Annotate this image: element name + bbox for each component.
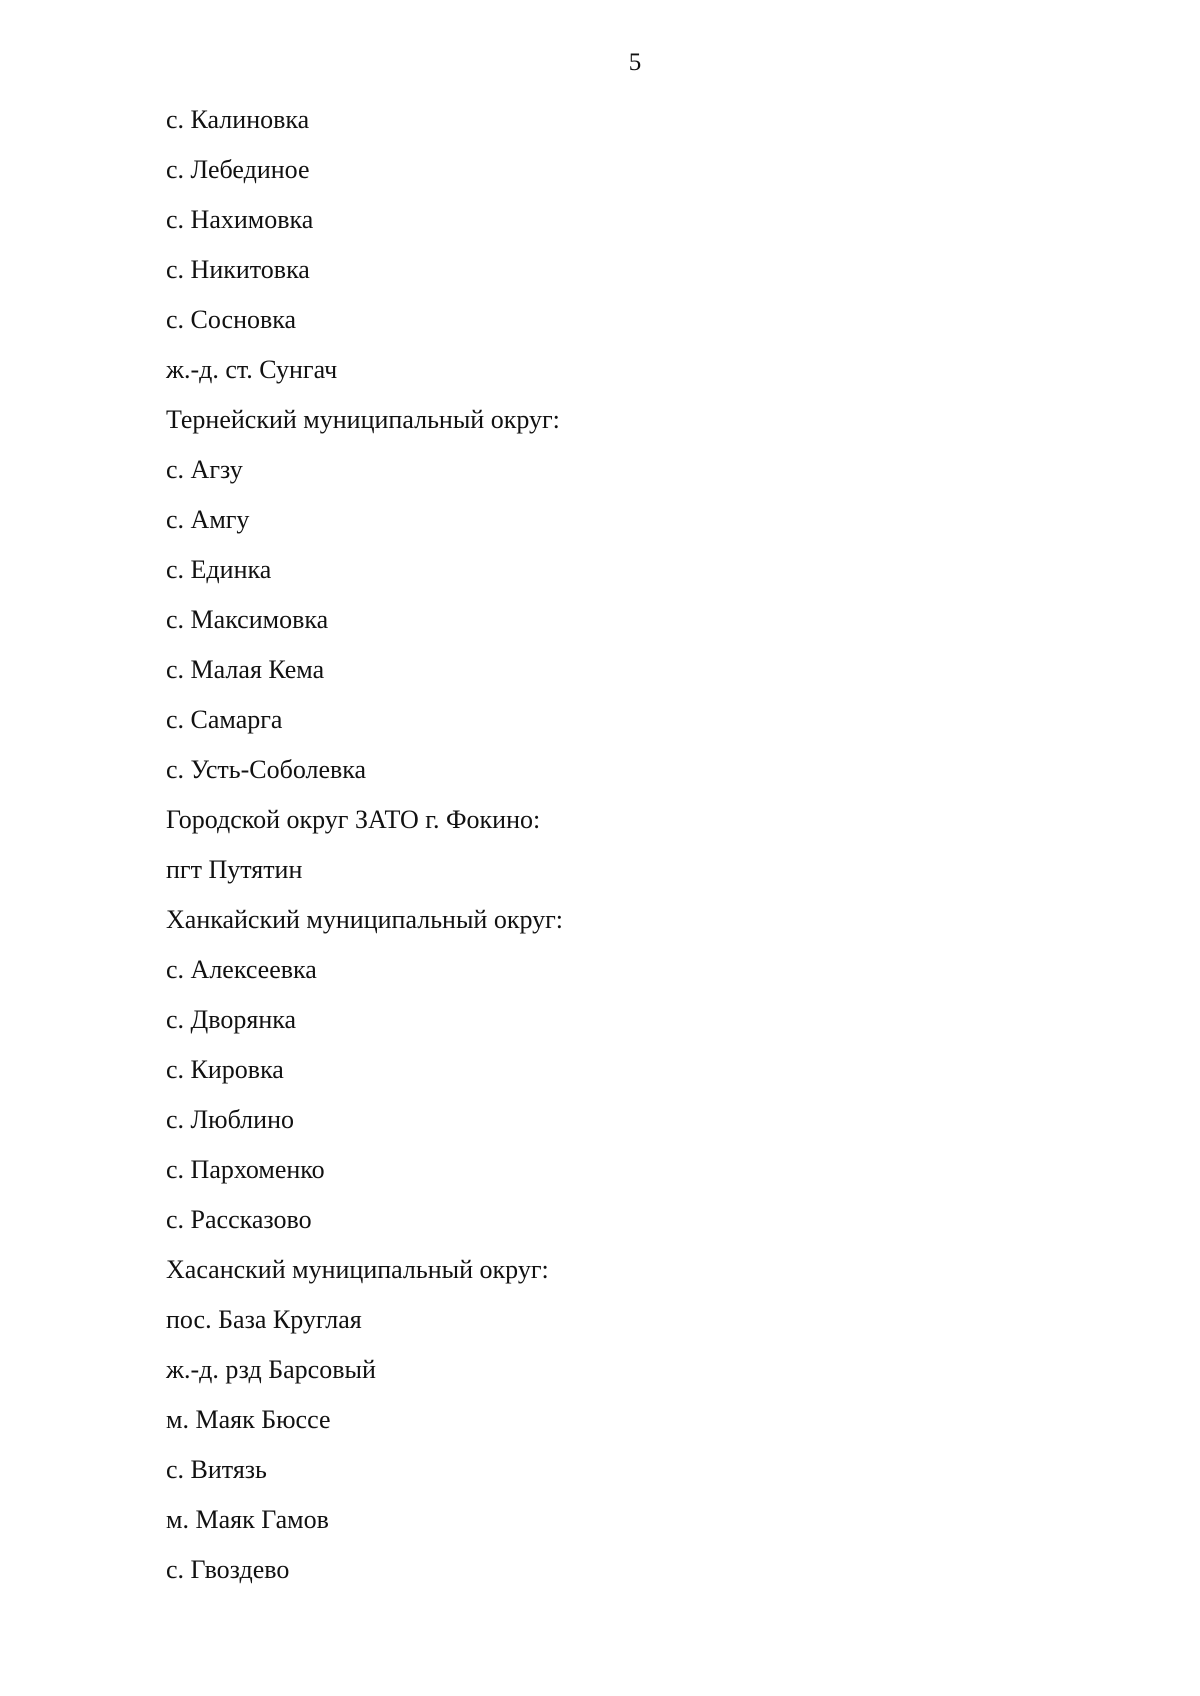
list-item: с. Пархоменко xyxy=(166,1155,325,1184)
list-item: с. Самарга xyxy=(166,705,283,734)
list-item: ж.-д. ст. Сунгач xyxy=(166,355,338,384)
district-heading: Хасанский муниципальный округ: xyxy=(166,1255,549,1284)
list-item: с. Лебединое xyxy=(166,155,310,184)
list-item: с. Амгу xyxy=(166,505,250,534)
page-number: 5 xyxy=(628,49,642,76)
district-heading: Городской округ ЗАТО г. Фокино: xyxy=(166,805,541,834)
list-item: с. Кировка xyxy=(166,1055,284,1084)
list-item: ж.-д. рзд Барсовый xyxy=(166,1355,376,1384)
list-item: с. Единка xyxy=(166,555,272,584)
list-item: пгт Путятин xyxy=(166,855,303,884)
list-item: с. Рассказово xyxy=(166,1205,312,1234)
settlement-list xyxy=(166,102,1066,1602)
list-item: с. Дворянка xyxy=(166,1005,297,1034)
list-item: пос. База Круглая xyxy=(166,1305,362,1334)
list-item: с. Малая Кема xyxy=(166,655,325,684)
list-item: с. Усть-Соболевка xyxy=(166,755,367,784)
list-item: с. Витязь xyxy=(166,1455,267,1484)
list-item: с. Сосновка xyxy=(166,305,297,334)
district-heading: Ханкайский муниципальный округ: xyxy=(166,905,564,934)
district-heading: Тернейский муниципальный округ: xyxy=(166,405,560,434)
list-item: м. Маяк Бюссе xyxy=(166,1405,331,1434)
list-item: с. Нахимовка xyxy=(166,205,314,234)
list-item: с. Калиновка xyxy=(166,105,310,134)
list-item: с. Люблино xyxy=(166,1105,294,1134)
list-item: с. Алексеевка xyxy=(166,955,317,984)
list-item: м. Маяк Гамов xyxy=(166,1505,329,1534)
list-item: с. Максимовка xyxy=(166,605,329,634)
list-item: с. Никитовка xyxy=(166,255,310,284)
list-item: с. Агзу xyxy=(166,455,243,484)
list-item: с. Гвоздево xyxy=(166,1555,290,1584)
